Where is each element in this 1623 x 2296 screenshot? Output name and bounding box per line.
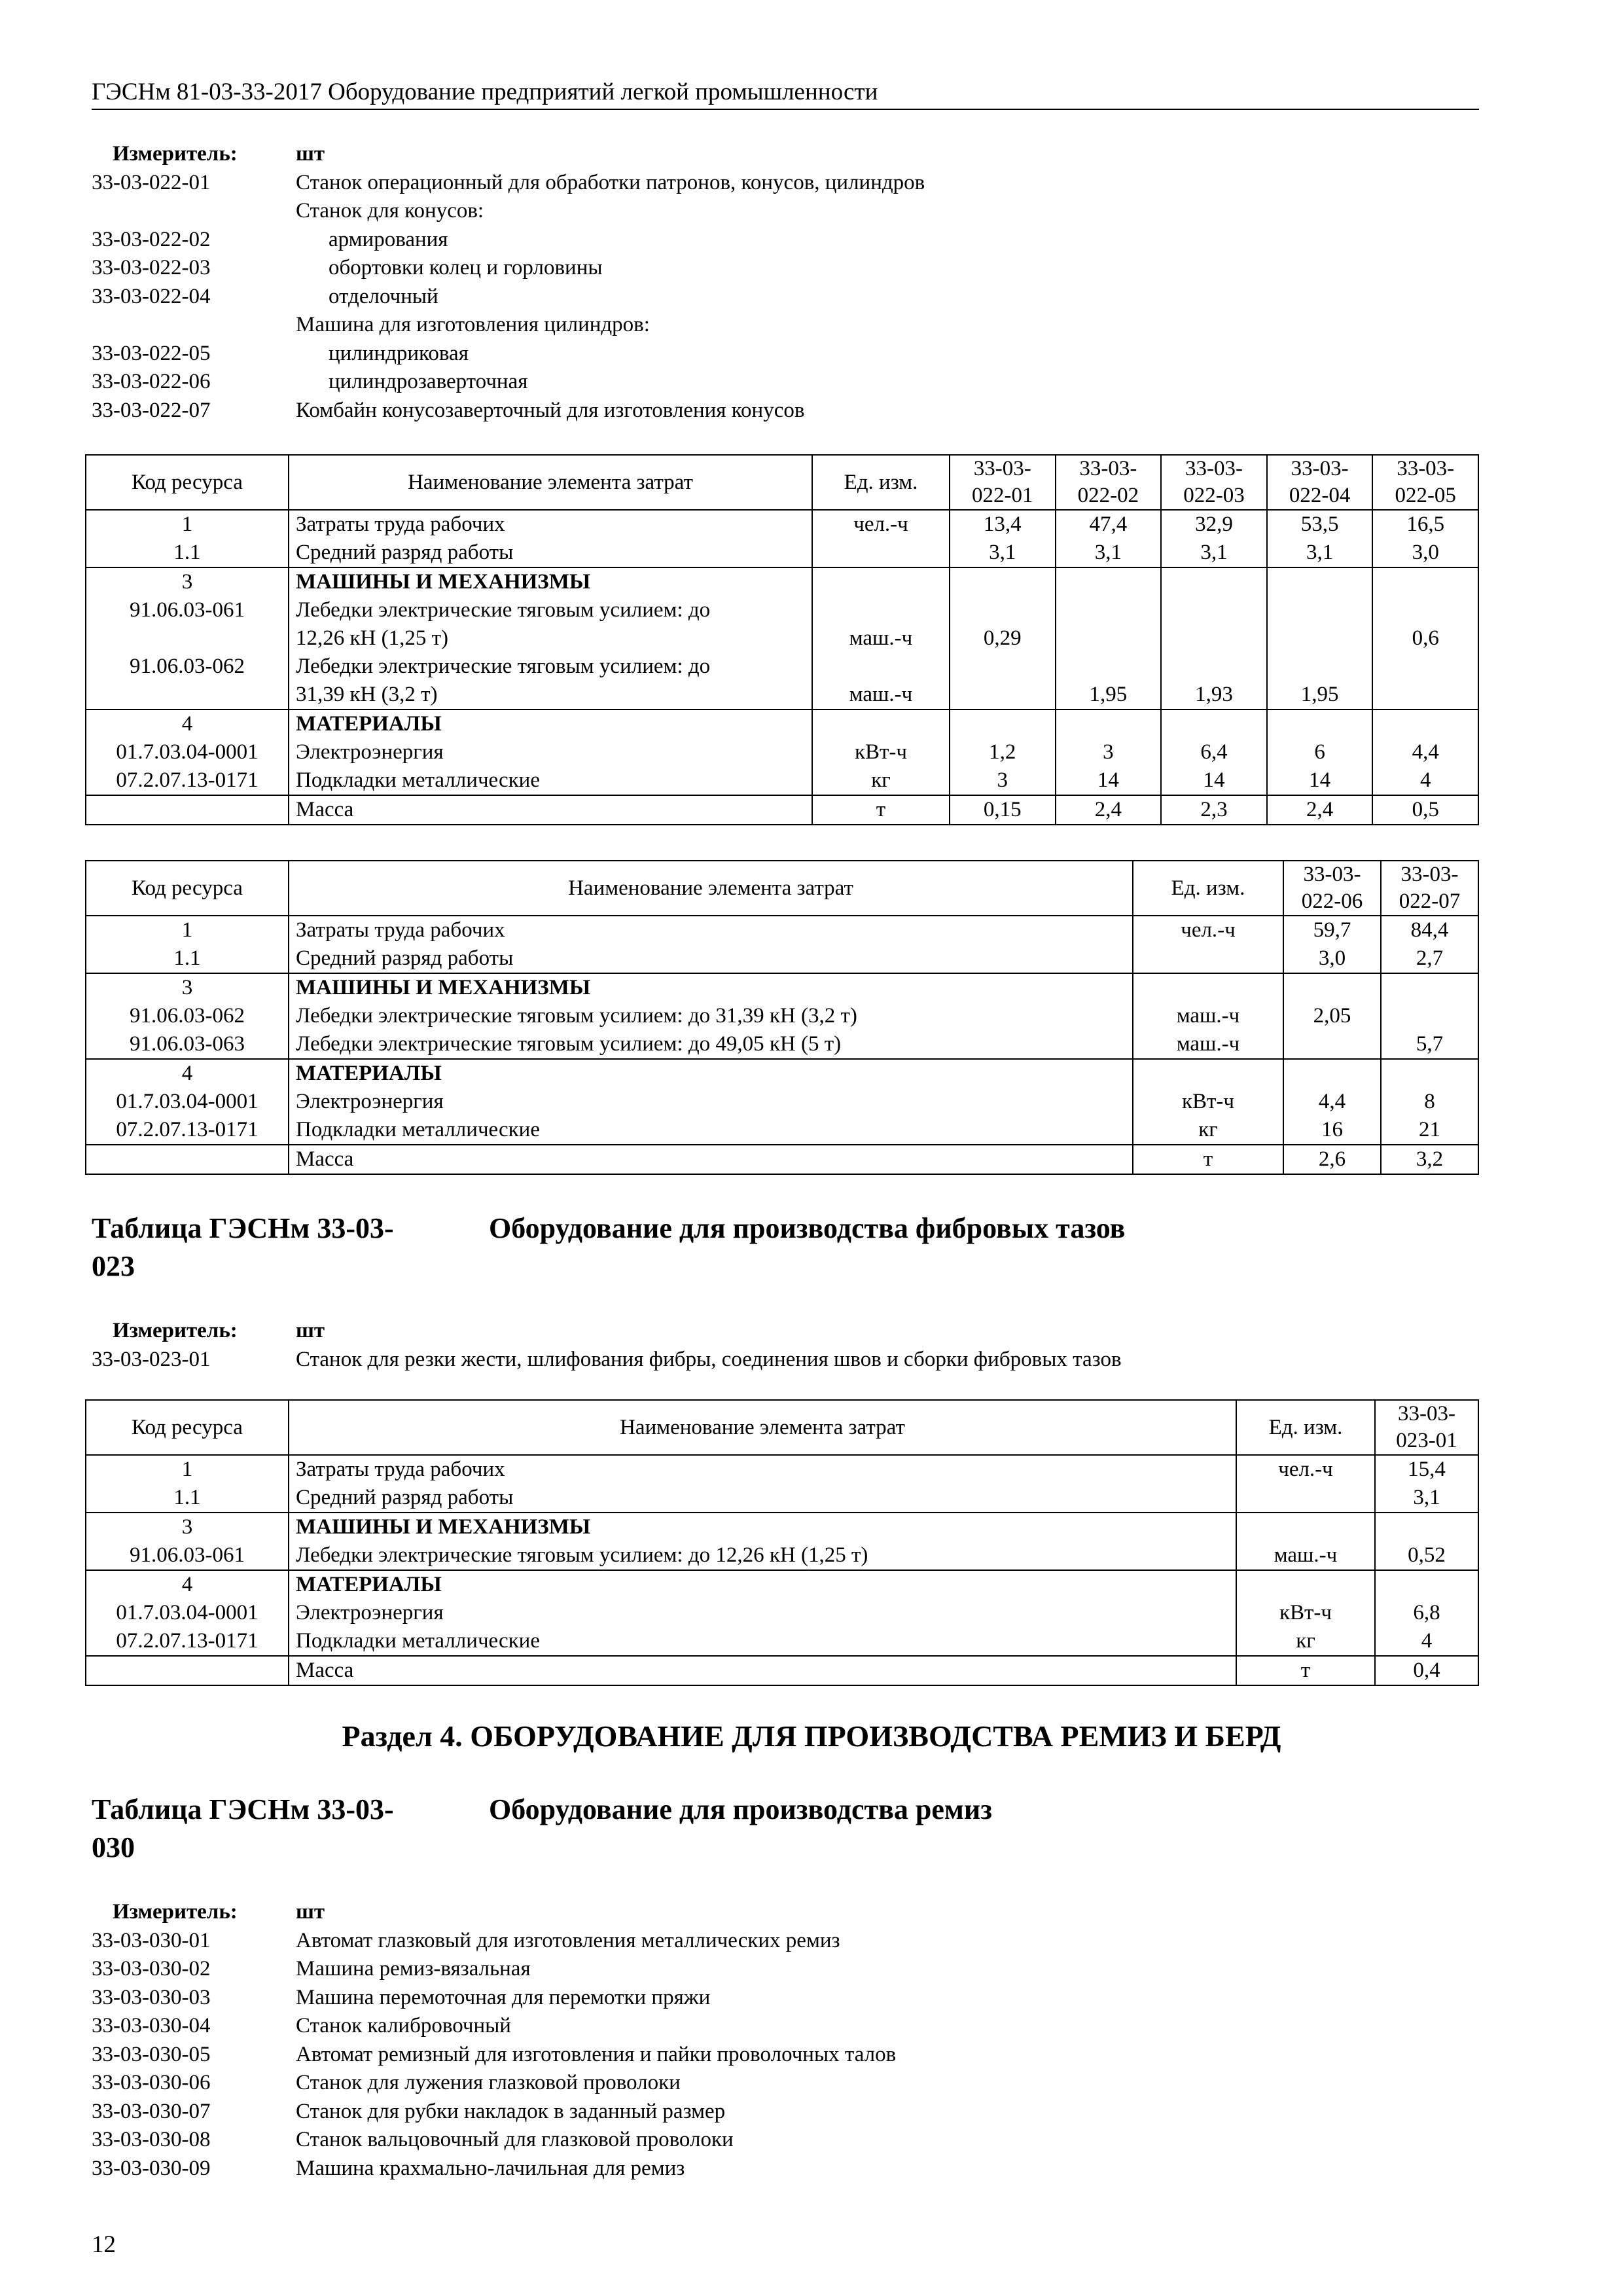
- item-text: цилиндриковая: [329, 341, 469, 365]
- cell-value: [1161, 567, 1267, 596]
- cell-code: 91.06.03-063: [86, 1030, 289, 1059]
- measure-unit: шт: [296, 142, 325, 166]
- cell-value: [1375, 1570, 1478, 1599]
- table-number: Таблица ГЭСНм 33-03- 030: [92, 1793, 394, 1863]
- cell-value: 1,95: [1056, 653, 1162, 709]
- cell-value: 2,4: [1267, 795, 1373, 825]
- cell-unit: маш.-ч: [812, 653, 950, 709]
- table-row: [86, 766, 1478, 795]
- cell-value: 3,0: [1283, 944, 1381, 973]
- item-code: [92, 311, 296, 340]
- cell-unit: чел.-ч: [1133, 916, 1283, 944]
- cell-code: 1: [86, 916, 289, 944]
- page-number: 12: [92, 2231, 116, 2258]
- list-item: [92, 2098, 896, 2126]
- cell-value: 3,1: [1056, 539, 1162, 567]
- cell-value: [950, 709, 1056, 738]
- cell-code: 01.7.03.04-0001: [86, 738, 289, 766]
- cell-name: Лебедки электрические тяговым усилием: до 49,05 кН (5 т): [289, 1030, 1133, 1059]
- cell-value: 3: [950, 766, 1056, 795]
- list-item: [92, 226, 925, 255]
- cell-unit: т: [1236, 1656, 1375, 1685]
- cell-value: 2,3: [1161, 795, 1267, 825]
- cell-value: 3,1: [950, 539, 1056, 567]
- cell-name: Масса: [289, 1145, 1133, 1174]
- cell-value: 5,7: [1381, 1030, 1478, 1059]
- item-code: 33-03-022-07: [92, 398, 211, 422]
- item-text: обортовки колец и горловины: [329, 256, 603, 279]
- cell-name: Лебедки электрические тяговым усилием: до 12,26 кН (1,25 т): [289, 596, 812, 653]
- item-text: Станок операционный для обработки патронов, конусов, цилиндров: [296, 170, 925, 194]
- item-code: 33-03-030-04: [92, 2014, 211, 2037]
- list-item: [92, 2012, 896, 2041]
- cell-value: [950, 653, 1056, 709]
- cell-unit: [1236, 1513, 1375, 1541]
- cell-value: 59,7: [1283, 916, 1381, 944]
- cell-value: 84,4: [1381, 916, 1478, 944]
- item-code: 33-03-023-01: [92, 1347, 211, 1371]
- item-text: цилиндрозаверточная: [329, 370, 528, 393]
- cell-unit: маш.-ч: [1133, 1002, 1283, 1030]
- cell-value: 0,29: [950, 596, 1056, 653]
- list-item: [92, 2069, 896, 2098]
- item-code: 33-03-030-02: [92, 1957, 211, 1981]
- item-text: Станок для конусов:: [296, 199, 484, 223]
- cell-code: 91.06.03-061: [86, 596, 289, 653]
- col-header-norm: 33-03- 022-04: [1267, 455, 1373, 510]
- item-text: Станок калибровочный: [296, 2014, 511, 2037]
- table-row: [86, 944, 1478, 973]
- item-code: 33-03-022-05: [92, 341, 211, 365]
- table-row: [86, 510, 1478, 539]
- cell-code: 1: [86, 1455, 289, 1484]
- cell-value: 3,1: [1375, 1484, 1478, 1513]
- col-header-norm: 33-03- 022-03: [1161, 455, 1267, 510]
- measure-unit: шт: [296, 1900, 325, 1924]
- cell-value: 0,52: [1375, 1541, 1478, 1570]
- table-header-row: [86, 455, 1478, 510]
- cell-name: Электроэнергия: [289, 738, 812, 766]
- measure-row: [92, 1317, 1122, 1346]
- cell-code: 4: [86, 709, 289, 738]
- cell-value: 6,4: [1161, 738, 1267, 766]
- measure-list-023: [92, 1317, 1122, 1374]
- cell-name: МАТЕРИАЛЫ: [289, 1059, 1133, 1088]
- list-item: [92, 397, 925, 425]
- cell-name: Затраты труда рабочих: [289, 1455, 1236, 1484]
- cell-name: Подкладки металлические: [289, 766, 812, 795]
- cell-value: 3,2: [1381, 1145, 1478, 1174]
- col-header-norm: 33-03- 022-05: [1372, 455, 1478, 510]
- cell-code: 07.2.07.13-0171: [86, 1116, 289, 1145]
- list-item: [92, 2041, 896, 2070]
- cell-value: [1381, 973, 1478, 1002]
- cell-value: 0,6: [1372, 596, 1478, 653]
- table-header-row: [86, 1400, 1478, 1455]
- cell-value: 3: [1056, 738, 1162, 766]
- item-text: Машина крахмально-лачильная для ремиз: [296, 2156, 685, 2180]
- list-item: [92, 2126, 896, 2155]
- cell-value: 2,4: [1056, 795, 1162, 825]
- item-text: Машина перемоточная для перемотки пряжи: [296, 1985, 711, 2009]
- cell-value: 3,1: [1161, 539, 1267, 567]
- cell-value: [1283, 1059, 1381, 1088]
- table-row: [86, 1627, 1478, 1656]
- cell-value: [1161, 709, 1267, 738]
- cell-value: 21: [1381, 1116, 1478, 1145]
- table-row: [86, 1484, 1478, 1513]
- cell-value: 6,8: [1375, 1599, 1478, 1627]
- list-item: [92, 1346, 1122, 1374]
- cell-unit: [812, 709, 950, 738]
- table-row: [86, 1059, 1478, 1088]
- cell-value: 0,5: [1372, 795, 1478, 825]
- cell-value: [1056, 596, 1162, 653]
- list-item: [92, 340, 925, 368]
- table-row: [86, 539, 1478, 567]
- cell-code: 3: [86, 973, 289, 1002]
- cell-code: 1.1: [86, 539, 289, 567]
- cell-value: [1372, 653, 1478, 709]
- col-header-unit: Ед. изм.: [1236, 1400, 1375, 1455]
- cell-code: 1: [86, 510, 289, 539]
- col-header-code: Код ресурса: [86, 861, 289, 916]
- table-row: [86, 1513, 1478, 1541]
- item-text: Автомат ремизный для изготовления и пайки проволочных талов: [296, 2042, 897, 2066]
- resource-table-022-b: [85, 860, 1479, 1175]
- cell-unit: кВт-ч: [1133, 1088, 1283, 1116]
- cell-value: 4: [1372, 766, 1478, 795]
- cell-code: 07.2.07.13-0171: [86, 766, 289, 795]
- cell-unit: кг: [1133, 1116, 1283, 1145]
- cell-unit: т: [812, 795, 950, 825]
- col-header-code: Код ресурса: [86, 1400, 289, 1455]
- item-text: Автомат глазковый для изготовления металлических ремиз: [296, 1928, 840, 1952]
- col-header-code: Код ресурса: [86, 455, 289, 510]
- item-code: 33-03-022-03: [92, 256, 211, 279]
- measure-list-022: [92, 140, 925, 425]
- col-header-name: Наименование элемента затрат: [289, 1400, 1236, 1455]
- cell-value: 32,9: [1161, 510, 1267, 539]
- cell-value: [1267, 709, 1373, 738]
- cell-value: [1267, 567, 1373, 596]
- cell-name: Подкладки металлические: [289, 1627, 1236, 1656]
- item-text: Комбайн конусозаверточный для изготовления конусов: [296, 398, 805, 422]
- item-code: 33-03-030-09: [92, 2156, 211, 2180]
- item-text: Станок для рубки накладок в заданный размер: [296, 2099, 726, 2123]
- cell-name: Лебедки электрические тяговым усилием: до 12,26 кН (1,25 т): [289, 1541, 1236, 1570]
- cell-code: 07.2.07.13-0171: [86, 1627, 289, 1656]
- cell-value: 47,4: [1056, 510, 1162, 539]
- list-item: [92, 197, 925, 226]
- list-item: [92, 2155, 896, 2183]
- cell-unit: кВт-ч: [1236, 1599, 1375, 1627]
- cell-code: 01.7.03.04-0001: [86, 1088, 289, 1116]
- cell-value: 2,05: [1283, 1002, 1381, 1030]
- cell-value: [1056, 709, 1162, 738]
- cell-unit: маш.-ч: [812, 596, 950, 653]
- item-code: 33-03-030-03: [92, 1985, 211, 2009]
- cell-name: Затраты труда рабочих: [289, 510, 812, 539]
- col-header-norm: 33-03- 023-01: [1375, 1400, 1478, 1455]
- cell-name: МАШИНЫ И МЕХАНИЗМЫ: [289, 1513, 1236, 1541]
- list-item: [92, 1955, 896, 1984]
- list-item: [92, 368, 925, 397]
- item-text: Машина ремиз-вязальная: [296, 1957, 531, 1981]
- item-text: Станок для лужения глазковой проволоки: [296, 2071, 681, 2094]
- cell-unit: чел.-ч: [1236, 1455, 1375, 1484]
- cell-unit: [812, 567, 950, 596]
- cell-value: 3,0: [1372, 539, 1478, 567]
- table-name: Оборудование для производства фибровых тазов: [489, 1212, 1126, 1244]
- measure-row: [92, 140, 925, 169]
- measure-unit: шт: [296, 1319, 325, 1342]
- table-number: Таблица ГЭСНм 33-03- 023: [92, 1212, 394, 1282]
- cell-unit: чел.-ч: [812, 510, 950, 539]
- table-row: [86, 653, 1478, 709]
- cell-value: [1267, 596, 1373, 653]
- cell-unit: маш.-ч: [1236, 1541, 1375, 1570]
- col-header-norm: 33-03- 022-07: [1381, 861, 1478, 916]
- table-header-row: [86, 861, 1478, 916]
- cell-value: 8: [1381, 1088, 1478, 1116]
- item-text: отделочный: [329, 284, 438, 308]
- cell-value: 16: [1283, 1116, 1381, 1145]
- cell-unit: [1133, 1059, 1283, 1088]
- cell-name: Масса: [289, 1656, 1236, 1685]
- cell-unit: [1236, 1570, 1375, 1599]
- item-code: 33-03-022-06: [92, 370, 211, 393]
- table-row: [86, 1145, 1478, 1174]
- cell-code: 01.7.03.04-0001: [86, 1599, 289, 1627]
- cell-value: 6: [1267, 738, 1373, 766]
- col-header-norm: 33-03- 022-02: [1056, 455, 1162, 510]
- table-row: [86, 1455, 1478, 1484]
- item-code: 33-03-022-04: [92, 284, 211, 308]
- cell-code: [86, 1656, 289, 1685]
- cell-name: Средний разряд работы: [289, 944, 1133, 973]
- cell-code: 1.1: [86, 944, 289, 973]
- list-item: [92, 311, 925, 340]
- measure-label: Измеритель:: [113, 1319, 238, 1342]
- cell-name: МАТЕРИАЛЫ: [289, 1570, 1236, 1599]
- cell-value: 0,4: [1375, 1656, 1478, 1685]
- cell-code: 1.1: [86, 1484, 289, 1513]
- table-row: [86, 1116, 1478, 1145]
- cell-value: 1,93: [1161, 653, 1267, 709]
- table-row: [86, 973, 1478, 1002]
- col-header-name: Наименование элемента затрат: [289, 861, 1133, 916]
- cell-name: Средний разряд работы: [289, 1484, 1236, 1513]
- item-code: 33-03-022-01: [92, 170, 211, 194]
- cell-value: 4: [1375, 1627, 1478, 1656]
- cell-value: [1372, 709, 1478, 738]
- cell-unit: [812, 539, 950, 567]
- cell-code: 4: [86, 1059, 289, 1088]
- cell-name: Средний разряд работы: [289, 539, 812, 567]
- cell-name: Электроэнергия: [289, 1599, 1236, 1627]
- list-item: [92, 254, 925, 283]
- list-item: [92, 1984, 896, 2013]
- cell-unit: кВт-ч: [812, 738, 950, 766]
- cell-value: 4,4: [1283, 1088, 1381, 1116]
- list-item: [92, 169, 925, 198]
- cell-unit: т: [1133, 1145, 1283, 1174]
- table-row: [86, 738, 1478, 766]
- cell-unit: маш.-ч: [1133, 1030, 1283, 1059]
- table-row: [86, 795, 1478, 825]
- cell-value: 16,5: [1372, 510, 1478, 539]
- cell-unit: кг: [812, 766, 950, 795]
- item-text: Станок вальцовочный для глазковой проволоки: [296, 2128, 734, 2151]
- cell-value: 1,95: [1267, 653, 1373, 709]
- cell-unit: [1236, 1484, 1375, 1513]
- resource-table-023: [85, 1399, 1479, 1686]
- item-code: 33-03-030-05: [92, 2042, 211, 2066]
- cell-value: 15,4: [1375, 1455, 1478, 1484]
- table-row: [86, 1002, 1478, 1030]
- cell-value: [1056, 567, 1162, 596]
- item-text: армирования: [329, 227, 448, 251]
- cell-value: 53,5: [1267, 510, 1373, 539]
- cell-code: 4: [86, 1570, 289, 1599]
- cell-value: 0,15: [950, 795, 1056, 825]
- cell-name: Подкладки металлические: [289, 1116, 1133, 1145]
- measure-list-030: [92, 1898, 896, 2183]
- cell-value: 1,2: [950, 738, 1056, 766]
- item-text: Станок для резки жести, шлифования фибры, соединения швов и сборки фибровых тазов: [296, 1347, 1122, 1371]
- table-row: [86, 1599, 1478, 1627]
- table-name: Оборудование для производства ремиз: [489, 1793, 992, 1825]
- list-item: [92, 1927, 896, 1956]
- measure-row: [92, 1898, 896, 1927]
- table-row: [86, 1570, 1478, 1599]
- item-code: 33-03-030-07: [92, 2099, 211, 2123]
- cell-code: 3: [86, 1513, 289, 1541]
- cell-value: 14: [1161, 766, 1267, 795]
- col-header-unit: Ед. изм.: [1133, 861, 1283, 916]
- col-header-unit: Ед. изм.: [812, 455, 950, 510]
- cell-name: МАШИНЫ И МЕХАНИЗМЫ: [289, 567, 812, 596]
- cell-value: 3,1: [1267, 539, 1373, 567]
- col-header-name: Наименование элемента затрат: [289, 455, 812, 510]
- cell-value: [1381, 1059, 1478, 1088]
- table-row: [86, 596, 1478, 653]
- cell-name: Затраты труда рабочих: [289, 916, 1133, 944]
- cell-value: 2,6: [1283, 1145, 1381, 1174]
- item-code: [92, 197, 296, 226]
- cell-value: 4,4: [1372, 738, 1478, 766]
- cell-value: [1283, 1030, 1381, 1059]
- measure-label: Измеритель:: [113, 1900, 238, 1924]
- cell-code: [86, 795, 289, 825]
- cell-unit: [1133, 973, 1283, 1002]
- section-heading: Раздел 4. ОБОРУДОВАНИЕ ДЛЯ ПРОИЗВОДСТВА РЕМИЗ И БЕРД: [342, 1719, 1281, 1753]
- cell-value: [1372, 567, 1478, 596]
- list-item: [92, 283, 925, 312]
- table-row: [86, 1656, 1478, 1685]
- cell-name: Электроэнергия: [289, 1088, 1133, 1116]
- cell-unit: кг: [1236, 1627, 1375, 1656]
- item-code: 33-03-030-06: [92, 2071, 211, 2094]
- cell-code: 91.06.03-062: [86, 653, 289, 709]
- cell-unit: [1133, 944, 1283, 973]
- item-text: Машина для изготовления цилиндров:: [296, 313, 650, 336]
- cell-value: 2,7: [1381, 944, 1478, 973]
- table-row: [86, 1541, 1478, 1570]
- cell-value: 13,4: [950, 510, 1056, 539]
- cell-code: 91.06.03-062: [86, 1002, 289, 1030]
- table-row: [86, 1030, 1478, 1059]
- cell-value: 14: [1267, 766, 1373, 795]
- cell-value: [1283, 973, 1381, 1002]
- cell-name: МАТЕРИАЛЫ: [289, 709, 812, 738]
- cell-value: [1381, 1002, 1478, 1030]
- measure-label: Измеритель:: [113, 142, 238, 166]
- item-code: 33-03-030-01: [92, 1928, 211, 1952]
- cell-value: [1161, 596, 1267, 653]
- item-code: 33-03-022-02: [92, 227, 211, 251]
- table-row: [86, 916, 1478, 944]
- cell-code: 91.06.03-061: [86, 1541, 289, 1570]
- col-header-norm: 33-03- 022-06: [1283, 861, 1381, 916]
- cell-name: МАШИНЫ И МЕХАНИЗМЫ: [289, 973, 1133, 1002]
- cell-code: 3: [86, 567, 289, 596]
- item-code: 33-03-030-08: [92, 2128, 211, 2151]
- col-header-norm: 33-03- 022-01: [950, 455, 1056, 510]
- cell-value: [950, 567, 1056, 596]
- running-header: ГЭСНм 81-03-33-2017 Оборудование предприятий легкой промышленности: [92, 77, 1479, 110]
- cell-code: [86, 1145, 289, 1174]
- cell-value: 14: [1056, 766, 1162, 795]
- cell-name: Масса: [289, 795, 812, 825]
- cell-name: Лебедки электрические тяговым усилием: до 31,39 кН (3,2 т): [289, 653, 812, 709]
- cell-name: Лебедки электрические тяговым усилием: до 31,39 кН (3,2 т): [289, 1002, 1133, 1030]
- table-row: [86, 1088, 1478, 1116]
- resource-table-022-a: [85, 454, 1479, 825]
- table-row: [86, 709, 1478, 738]
- table-row: [86, 567, 1478, 596]
- cell-value: [1375, 1513, 1478, 1541]
